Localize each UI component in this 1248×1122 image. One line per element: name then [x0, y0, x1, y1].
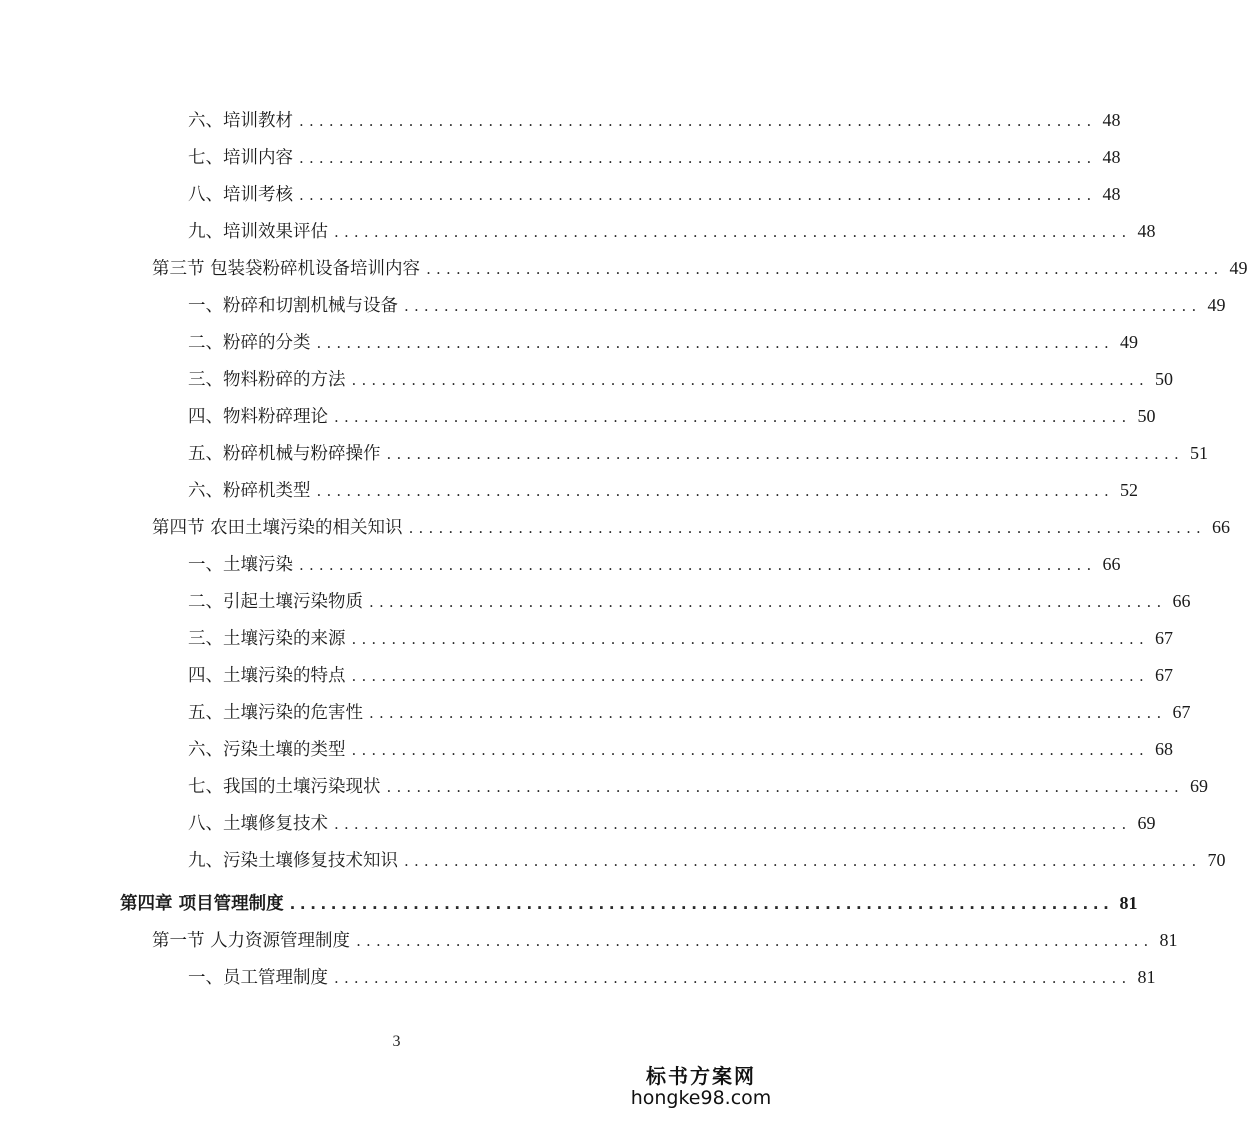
toc-entry-page: 48 [1102, 110, 1121, 130]
dot-leader: ................................................................................ [351, 630, 1149, 648]
toc-entry-page: 49 [1207, 295, 1226, 315]
toc-entry [188, 734, 1173, 764]
toc-entry [188, 586, 1191, 616]
toc-entry-page: 50 [1137, 406, 1156, 426]
toc-entry [188, 808, 1156, 838]
dot-leader: ................................................................................ [289, 895, 1114, 913]
toc-entry [152, 253, 1248, 283]
toc-entry-title: 三、物料粉碎的方法 [188, 370, 346, 390]
toc-entry-page: 50 [1154, 369, 1173, 389]
toc-entry-page: 48 [1102, 147, 1121, 167]
toc-entry-page: 66 [1172, 591, 1191, 611]
toc-entry [188, 660, 1173, 690]
dot-leader: ................................................................................ [369, 704, 1167, 722]
toc-entry-title: 一、员工管理制度 [188, 968, 328, 988]
toc-entry [188, 697, 1191, 727]
toc-entry [188, 364, 1173, 394]
toc-entry-title: 九、污染土壤修复技术知识 [188, 851, 398, 871]
toc-entry-title: 七、培训内容 [188, 148, 293, 168]
watermark-logo [621, 1066, 781, 1108]
dot-leader: ................................................................................ [334, 408, 1132, 426]
toc-entry-title: 四、土壤污染的特点 [188, 666, 346, 686]
dot-leader: ................................................................................ [369, 593, 1167, 611]
toc-entry-title: 八、土壤修复技术 [188, 814, 328, 834]
toc-entry-page: 66 [1102, 554, 1121, 574]
toc-entry-title: 第三节 包装袋粉碎机设备培训内容 [152, 259, 421, 279]
toc-entry [188, 179, 1121, 209]
toc-entry-page: 66 [1212, 517, 1231, 537]
dot-leader: ................................................................................ [356, 932, 1154, 950]
toc-entry [188, 845, 1226, 875]
toc-entry [152, 925, 1178, 955]
toc-entry-title: 三、土壤污染的来源 [188, 629, 346, 649]
toc-entry [188, 962, 1156, 992]
dot-leader: ................................................................................ [299, 186, 1097, 204]
toc-entry-page: 81 [1119, 893, 1138, 913]
dot-leader: ................................................................................ [351, 741, 1149, 759]
dot-leader: ................................................................................ [351, 371, 1149, 389]
toc-entry-title: 二、粉碎的分类 [188, 333, 311, 353]
toc-entry-title: 第四节 农田土壤污染的相关知识 [152, 518, 403, 538]
dot-leader: ................................................................................ [334, 223, 1132, 241]
toc-entry-title: 一、土壤污染 [188, 555, 293, 575]
toc-entry-title: 六、污染土壤的类型 [188, 740, 346, 760]
dot-leader: ................................................................................ [334, 815, 1132, 833]
toc-entry [188, 549, 1121, 579]
dot-leader: ................................................................................ [299, 556, 1097, 574]
toc-entry-title: 九、培训效果评估 [188, 222, 328, 242]
toc-entry [188, 771, 1208, 801]
toc-entry-page: 49 [1119, 332, 1138, 352]
toc-entry-page: 48 [1102, 184, 1121, 204]
toc-entry [188, 105, 1121, 135]
toc-entry-page: 52 [1119, 480, 1138, 500]
toc-entry-title: 七、我国的土壤污染现状 [188, 777, 381, 797]
toc-entry [188, 327, 1138, 357]
toc-entry [188, 401, 1156, 431]
toc-entry-title: 五、土壤污染的危害性 [188, 703, 363, 723]
toc-entry-title: 第四章 项目管理制度 [120, 894, 284, 914]
toc-entry-title: 一、粉碎和切割机械与设备 [188, 296, 398, 316]
toc-entry-page: 81 [1159, 930, 1178, 950]
toc-entry [188, 438, 1208, 468]
toc-entry-page: 48 [1137, 221, 1156, 241]
dot-leader: ................................................................................ [316, 482, 1114, 500]
toc-entry [188, 475, 1138, 505]
toc-entry-title: 第一节 人力资源管理制度 [152, 931, 351, 951]
toc-entry-chapter [120, 888, 1138, 918]
toc-entry-page: 67 [1154, 665, 1173, 685]
toc-entry [188, 216, 1156, 246]
toc-entry-title: 六、培训教材 [188, 111, 293, 131]
toc-entry-title: 五、粉碎机械与粉碎操作 [188, 444, 381, 464]
dot-leader: ................................................................................ [299, 112, 1097, 130]
dot-leader: ................................................................................ [386, 445, 1184, 463]
toc-entry-page: 81 [1137, 967, 1156, 987]
toc-entry-page: 49 [1229, 258, 1248, 278]
toc-entry-page: 51 [1189, 443, 1208, 463]
toc-entry-page: 70 [1207, 850, 1226, 870]
page-number: 3 [392, 1033, 401, 1050]
toc-entry-page: 69 [1189, 776, 1208, 796]
dot-leader: ................................................................................ [299, 149, 1097, 167]
toc-entry [188, 623, 1173, 653]
toc-entry [152, 512, 1231, 542]
toc-entry-title: 四、物料粉碎理论 [188, 407, 328, 427]
dot-leader: ................................................................................ [426, 260, 1224, 278]
dot-leader: ................................................................................ [351, 667, 1149, 685]
toc-entry-title: 八、培训考核 [188, 185, 293, 205]
dot-leader: ................................................................................ [334, 969, 1132, 987]
toc-entry [188, 142, 1121, 172]
dot-leader: ................................................................................ [408, 519, 1207, 537]
toc-entry-page: 67 [1154, 628, 1173, 648]
toc-entry-page: 67 [1172, 702, 1191, 722]
toc-entry-page: 68 [1154, 739, 1173, 759]
toc-entry-title: 六、粉碎机类型 [188, 481, 311, 501]
watermark-line-2: hongke98.com [630, 1087, 772, 1109]
watermark-line-1: 标书方案网 [646, 1064, 756, 1088]
toc-entry [188, 290, 1226, 320]
dot-leader: ................................................................................ [404, 297, 1202, 315]
toc-entry-title: 二、引起土壤污染物质 [188, 592, 363, 612]
dot-leader: ................................................................................ [316, 334, 1114, 352]
dot-leader: ................................................................................ [386, 778, 1184, 796]
toc-entry-page: 69 [1137, 813, 1156, 833]
dot-leader: ................................................................................ [404, 852, 1202, 870]
